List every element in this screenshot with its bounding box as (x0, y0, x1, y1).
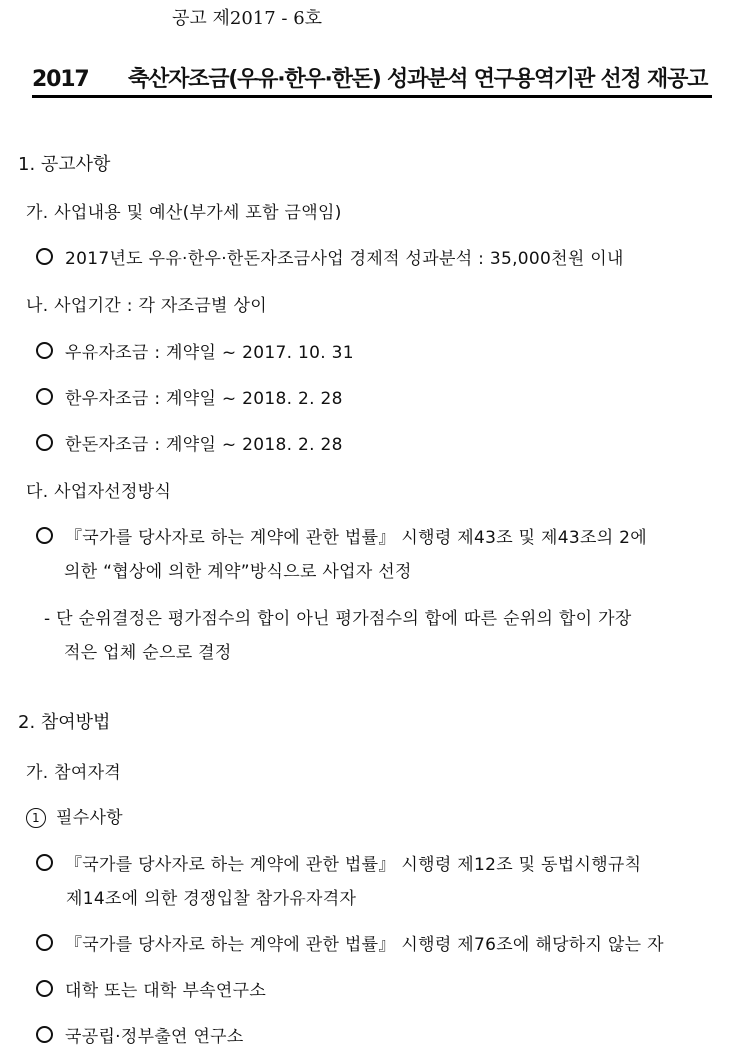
section-1b-heading: 나. 사업기간 : 각 자조금별 상이 (26, 296, 267, 316)
note-line-continuation: 적은 업체 순으로 결정 (64, 643, 232, 663)
document-title (32, 62, 712, 98)
section-1-heading: 1. 공고사항 (18, 154, 111, 175)
section-2-heading: 2. 참여방법 (18, 712, 111, 733)
section-1c-heading: 다. 사업자선정방식 (26, 482, 172, 502)
section-2a-heading: 가. 참여자격 (26, 763, 122, 783)
circle-bullet-icon (36, 342, 53, 359)
section-1a-heading: 가. 사업내용 및 예산(부가세 포함 금액임) (26, 203, 342, 223)
list-item-continuation: 의한 “협상에 의한 계약”방식으로 사업자 선정 (64, 562, 412, 582)
list-item: 국공립·정부출연 연구소 (36, 1022, 244, 1047)
note-line: - 단 순위결정은 평가점수의 합이 아닌 평가점수의 합에 따른 순위의 합이 가장 (44, 609, 632, 629)
circle-bullet-icon (36, 980, 53, 997)
circled-number-1: 1 (26, 808, 46, 828)
circle-bullet-icon (36, 934, 53, 951)
circle-bullet-icon (36, 854, 53, 871)
list-item: 한우자조금 : 계약일 ~ 2018. 2. 28 (36, 384, 343, 409)
list-item: 『국가를 당사자로 하는 계약에 관한 법률』 시행령 제43조 및 제43조의 2에 (36, 523, 647, 548)
title-text: 축산자조금(우유·한우·한돈) 성과분석 연구용역기관 선정 재공고 (128, 67, 708, 92)
list-item: 우유자조금 : 계약일 ~ 2017. 10. 31 (36, 338, 354, 363)
list-item: 대학 또는 대학 부속연구소 (36, 976, 266, 1001)
circle-bullet-icon (36, 1026, 53, 1043)
list-item: 한돈자조금 : 계약일 ~ 2018. 2. 28 (36, 430, 343, 455)
circle-bullet-icon (36, 527, 53, 544)
circle-bullet-icon (36, 388, 53, 405)
list-item: 2017년도 우유·한우·한돈자조금사업 경제적 성과분석 : 35,000천원 이내 (36, 244, 624, 269)
list-item-continuation: 제14조에 의한 경쟁입찰 참가유자격자 (66, 889, 357, 909)
circle-bullet-icon (36, 248, 53, 265)
sub-heading: 1 필수사항 (26, 803, 123, 828)
circle-bullet-icon (36, 434, 53, 451)
list-item: 『국가를 당사자로 하는 계약에 관한 법률』 시행령 제12조 및 동법시행규칙 (36, 850, 641, 875)
list-item: 『국가를 당사자로 하는 계약에 관한 법률』 시행령 제76조에 해당하지 않는 자 (36, 930, 664, 955)
notice-number: 공고 제2017 - 6호 (172, 8, 323, 29)
title-year: 2017 (32, 67, 89, 92)
